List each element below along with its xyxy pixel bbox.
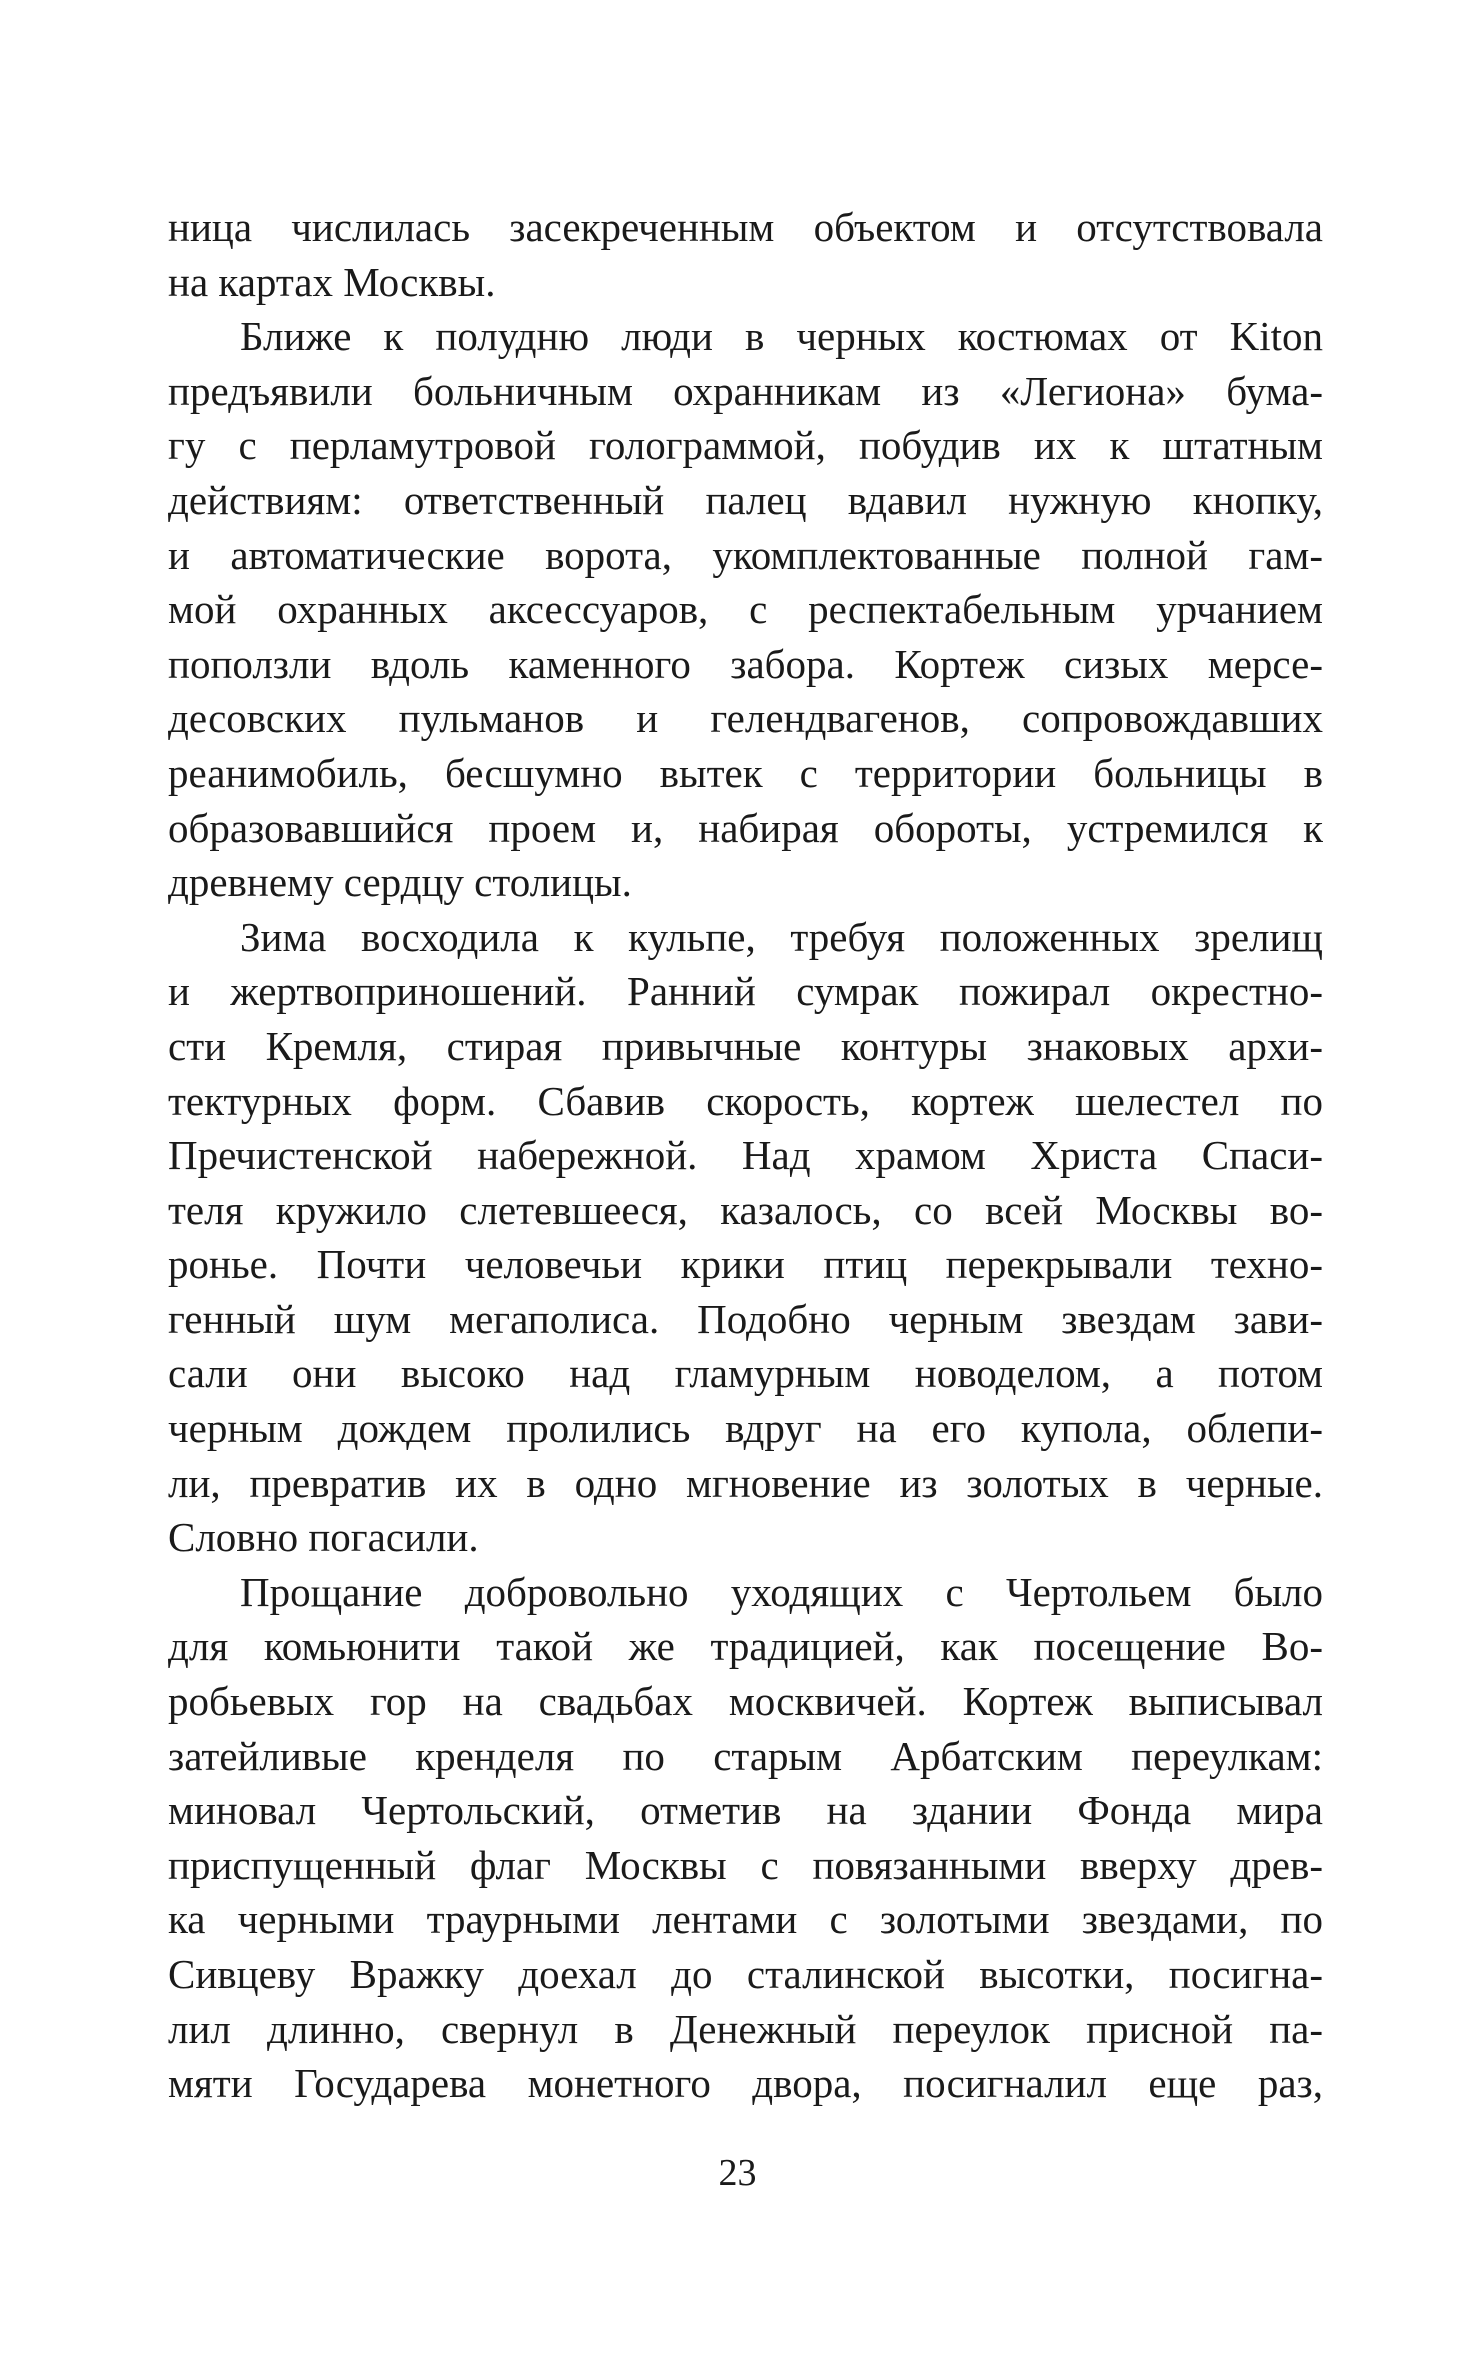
text-line: теля кружило слетевшееся, казалось, со всей Москвы во-	[168, 1186, 1323, 1233]
page-number: 23	[718, 2152, 757, 2194]
text-line: поползли вдоль каменного забора. Кортеж сизых мерсе-	[168, 640, 1323, 687]
text-line: робьевых гор на свадьбах москвичей. Кортеж выписывал	[168, 1678, 1323, 1725]
text-line: предъявили больничным охранникам из «Легиона» бума-	[168, 367, 1323, 414]
text-line: Пречистенской набережной. Над храмом Христа Спаси-	[168, 1132, 1323, 1179]
text-line: ли, превратив их в одно мгновение из золотых в черные.	[168, 1459, 1323, 1506]
text-line: на картах Москвы.	[168, 258, 496, 305]
text-line: мой охранных аксессуаров, с респектабельным урчанием	[168, 586, 1323, 633]
text-line: сали они высоко над гламурным новоделом, а потом	[168, 1350, 1323, 1397]
text-line: Словно погасили.	[168, 1514, 479, 1561]
text-line: и жертвоприношений. Ранний сумрак пожирал окрестно-	[168, 968, 1323, 1015]
text-line: десовских пульманов и гелендвагенов, сопровождавших	[168, 695, 1323, 742]
text-line: черным дождем пролились вдруг на его купола, облепи-	[168, 1405, 1323, 1452]
text-line: затейливые кренделя по старым Арбатским переулкам:	[168, 1732, 1323, 1779]
text-line: древнему сердцу столицы.	[168, 859, 632, 906]
text-line: Прощание добровольно уходящих с Чертольем было	[240, 1568, 1323, 1615]
text-line: гу с перламутровой голограммой, побудив их к штатным	[168, 422, 1323, 469]
text-line: Ближе к полудню люди в черных костюмах от Kiton	[240, 313, 1323, 360]
body-text	[168, 200, 1323, 2111]
text-line: действиям: ответственный палец вдавил нужную кнопку,	[168, 476, 1323, 523]
text-line: сти Кремля, стирая привычные контуры знаковых архи-	[168, 1022, 1323, 1069]
text-line: лил длинно, свернул в Денежный переулок присной па-	[168, 2005, 1323, 2052]
text-line: мяти Государева монетного двора, посигналил еще раз,	[168, 2060, 1323, 2107]
text-line: Сивцеву Вражку доехал до сталинской высотки, посигна-	[168, 1951, 1323, 1997]
text-line: Зима восходила к кульпе, требуя положенных зрелищ	[240, 913, 1323, 960]
text-line: тектурных форм. Сбавив скорость, кортеж шелестел по	[168, 1077, 1323, 1124]
text-line: и автоматические ворота, укомплектованные полной гам-	[168, 531, 1323, 578]
text-line: генный шум мегаполиса. Подобно черным звездам зави-	[168, 1295, 1323, 1342]
text-line: для комьюнити такой же традицией, как посещение Во-	[168, 1623, 1323, 1670]
text-line: ронье. Почти человечьи крики птиц перекрывали техно-	[168, 1241, 1323, 1288]
text-line: реанимобиль, бесшумно вытек с территории больницы в	[168, 749, 1323, 796]
text-line: образовавшийся проем и, набирая обороты, устремился к	[168, 804, 1323, 851]
text-line: приспущенный флаг Москвы с повязанными вверху древ-	[168, 1841, 1323, 1888]
text-line: ница числилась засекреченным объектом и отсутствовала	[168, 204, 1323, 250]
text-line: ка черными траурными лентами с золотыми звездами, по	[168, 1896, 1323, 1943]
text-line: миновал Чертольский, отметив на здании Фонда мира	[168, 1787, 1323, 1834]
